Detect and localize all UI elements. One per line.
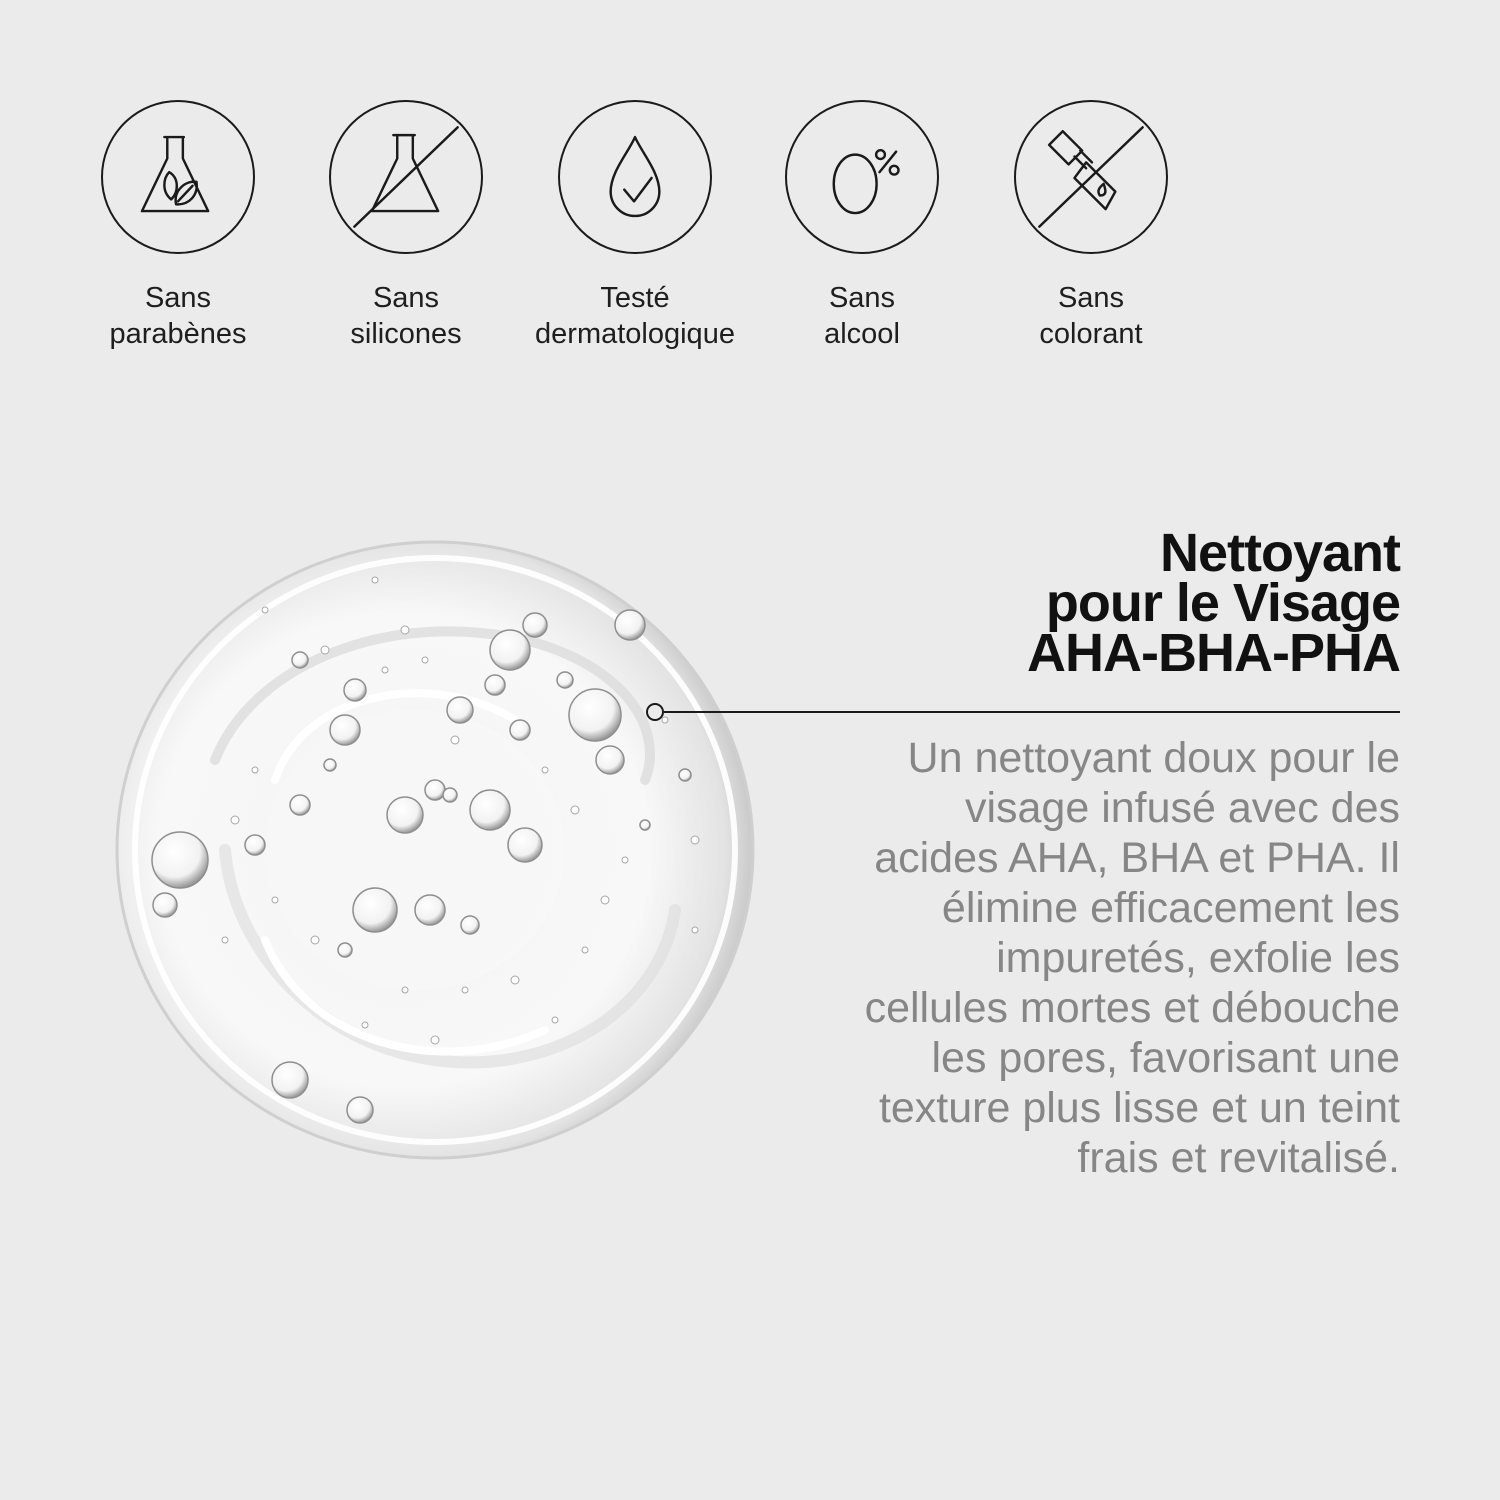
feature-badges (0, 100, 1500, 360)
badge-label-line1: Sans (1057, 282, 1125, 314)
drop-check-icon (558, 100, 712, 254)
flask-crossed-icon (329, 100, 483, 254)
zero-percent-icon (785, 100, 939, 254)
badge-label-line2: parabènes (109, 318, 247, 350)
badge-label-line1: Sans (144, 282, 212, 314)
badge-silicone-free (286, 100, 526, 352)
gel-texture-image (105, 520, 775, 1170)
description-line: élimine efficacement les (941, 884, 1400, 932)
dropper-crossed-icon (1014, 100, 1168, 254)
description-line: frais et revitalisé. (1077, 1134, 1400, 1182)
description-line: acides AHA, BHA et PHA. Il (874, 834, 1400, 882)
badge-dermatologically-tested (515, 100, 755, 352)
product-description (740, 733, 1400, 1183)
badge-alcohol-free (742, 100, 982, 352)
callout-line (664, 711, 1400, 713)
product-title-line: pour le Visage (1045, 573, 1400, 633)
description-line: impuretés, exfolie les (996, 934, 1400, 982)
product-title (700, 523, 1400, 683)
badge-colorant-free (971, 100, 1211, 352)
description-line: texture plus lisse et un teint (878, 1084, 1400, 1132)
badge-paraben-free (58, 100, 298, 352)
product-title-line: AHA-BHA-PHA (1027, 623, 1400, 683)
badge-label-line1: Sans (828, 282, 896, 314)
description-line: cellules mortes et débouche (864, 984, 1400, 1032)
badge-label-line1: Testé (600, 282, 670, 314)
badge-label-line2: silicones (350, 318, 462, 350)
badge-label-line2: dermatologique (535, 318, 735, 350)
description-line: visage infusé avec des (964, 784, 1400, 832)
description-line: Un nettoyant doux pour le (907, 734, 1400, 782)
badge-label-line2: alcool (824, 318, 900, 350)
flask-leaf-icon (101, 100, 255, 254)
product-title-line: Nettoyant (1159, 523, 1400, 583)
badge-label-line1: Sans (372, 282, 440, 314)
description-line: les pores, favorisant une (931, 1034, 1400, 1082)
badge-label-line2: colorant (1039, 318, 1143, 350)
callout-dot (646, 703, 664, 721)
